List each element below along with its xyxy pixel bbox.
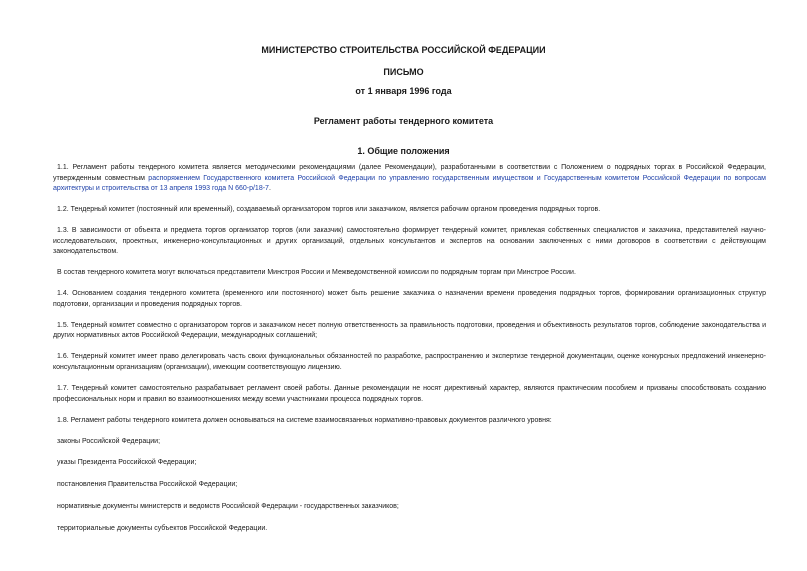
document-date: от 1 января 1996 года bbox=[355, 86, 452, 96]
list-item: постановления Правительства Российской Федерации; bbox=[57, 481, 238, 489]
paragraph-1-6: 1.6. Тендерный комитет имеет право делегировать часть своих функциональных обязанностей по разработке, распространению и экспертизе тендерной документации, оценке конкурсных предложений инженерно-консультационным организациям (организации), имеющим соответствующую лицензию. bbox=[53, 353, 766, 372]
paragraph-1-7: 1.7. Тендерный комитет самостоятельно разрабатывает регламент своей работы. Данные рекомендации не носят директивный характер, являются практическим пособием и призваны способствовать созданию профессиональных норм и правил во взаимоотношениях между всеми участниками процесса подрядных торгов. bbox=[53, 385, 766, 403]
section-heading: 1. Общие положения bbox=[357, 146, 450, 156]
list-item: законы Российской Федерации; bbox=[57, 437, 161, 445]
paragraph-1-3: 1.3. В зависимости от объекта и предмета торгов организатор торгов (или заказчик) самостоятельно формирует тендерный комитет, привлекая собственных специалистов и заказчика, представителей научно-исследовательских, проектных, инженерно-консультационных и других организаций, отдельных консультантов и экспертов на основании заключенных с ними договоров в соответствии с действующим законодательством. bbox=[53, 227, 766, 256]
list-item: нормативные документы министерств и ведомств Российской Федерации - государственных заказчиков; bbox=[57, 502, 399, 510]
document-body bbox=[53, 163, 766, 546]
list-item: территориальные документы субъектов Российской Федерации. bbox=[57, 524, 268, 532]
paragraph-1-3-b: В состав тендерного комитета могут включаться представители Минстроя России и Межведомственной комиссии по подрядным торгам при Минстрое России. bbox=[57, 269, 576, 277]
document-type: ПИСЬМО bbox=[383, 67, 424, 77]
document-title: Регламент работы тендерного комитета bbox=[313, 116, 494, 126]
regulation-link[interactable]: распоряжением Государственного комитета Российской Федерации по управлению государственным имуществом и Государственным комитетом Российской Федерации по вопросам архитектуры и строительства от 13 апреля 1993 года N 660-р/18-7 bbox=[53, 174, 766, 193]
paragraph-1-1 bbox=[53, 163, 766, 195]
paragraph-1-8: 1.8. Регламент работы тендерного комитета должен основываться на системе взаимосвязанных нормативно-правовых документов различного уровня: bbox=[57, 416, 552, 424]
paragraph-1-5: 1.5. Тендерный комитет совместно с организатором торгов и заказчиком несет полную ответственность за правильность подготовки, проведения и объективность результатов торгов, соблюдение законодательства и других нормативных актов Российской Федерации, международных соглашений; bbox=[53, 321, 766, 340]
paragraph-1-4: 1.4. Основанием создания тендерного комитета (временного или постоянного) может быть решение заказчика о назначении времени проведения подрядных торгов, формировании организационных структур подготовки, организации и проведения подрядных торгов. bbox=[53, 290, 766, 308]
ministry-heading: МИНИСТЕРСТВО СТРОИТЕЛЬСТВА РОССИЙСКОЙ ФЕДЕРАЦИИ bbox=[261, 45, 546, 55]
list-item: указы Президента Российской Федерации; bbox=[57, 459, 197, 467]
paragraph-1-1-text: 1.1. Регламент работы тендерного комитета является методическими рекомендациями (далее Рекомендации), разработанными в соответствии с Положением о подрядных торгах в Российской Федерации, утвержденным совместным bbox=[53, 164, 766, 182]
paragraph-1-1-end: . bbox=[268, 185, 271, 193]
paragraph-1-2: 1.2. Тендерный комитет (постоянный или временный), создаваемый организатором торгов или заказчиком, является рабочим органом проведения подрядных торгов. bbox=[57, 206, 601, 214]
